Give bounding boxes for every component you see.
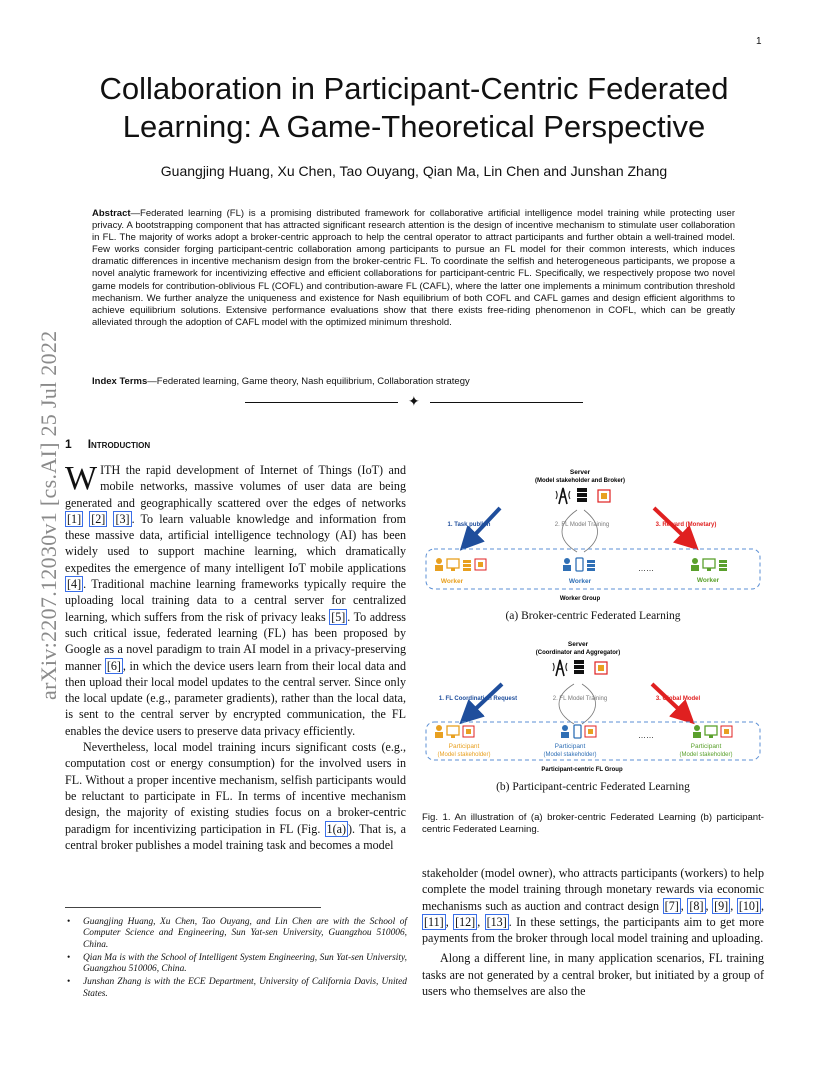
label-task-publish: 1. Task publish	[447, 522, 491, 528]
text-run: . Traditional machine learning frameworks typically require the uploading local training data to a central server for centralized learning, which suffers from the risk of privacy leaks	[65, 577, 406, 624]
footnote-item: • Qian Ma is with the School of Intelligent System Engineering, Sun Yat-sen University, Guangzhou 510006, China.	[65, 953, 407, 976]
author-list: Guangjing Huang, Xu Chen, Tao Ouyang, Qian Ma, Lin Chen and Junshan Zhang	[160, 163, 668, 179]
dots-a: ……	[638, 564, 654, 573]
text-run: , in which the device users learn from their local data and then upload their local model updates to the central server. Since only the local update (e.g., parameter gradients), rather than the local data, is sent to the central server by encrypted communication, the FL enables the device users to preserve data privacy efficiently.	[65, 658, 406, 738]
participant-mid-label: Participant	[554, 743, 586, 750]
figure-1	[422, 462, 764, 802]
footnote-item: • Guangjing Huang, Xu Chen, Tao Ouyang, and Lin Chen are with the School of Computer Science and Engineering, Sun Yat-sen University, Guangzhou 510006, China.	[65, 917, 407, 951]
participant-left-icons	[435, 725, 474, 738]
participant-left-sub: (Model stakeholder)	[437, 752, 491, 758]
label-reward: 3. Reward (Monetary)	[655, 522, 717, 528]
participant-right-icons	[693, 725, 732, 738]
left-column-body	[65, 462, 406, 853]
worker-group-label: Worker Group	[559, 596, 601, 602]
participant-mid-sub: (Model stakeholder)	[543, 752, 597, 758]
citation-link[interactable]: [2]	[91, 511, 106, 526]
abstract-text: —Federated learning (FL) is a promising distributed framework for collaborative artificial intelligence model training while protecting user privacy. A bootstrapping component that has attracted significant research attention is the design of incentive mechanism to stimulate user collaboration in FL. The majority of works adopt a broker-centric approach to help the central operator to attract participants and further obtain a well-trained model. Few works consider forging participant-centric collaboration among participants to pursue an FL model for their common interests, which induces dramatic differences in incentive mechanism design from the broker-centric FL. To coordinate the selfish and heterogeneous participants, we propose a novel analytic framework for incentivizing effective and efficient collaborations for participant-centric FL. Specifically, we respectively propose two novel game models for contribution-oblivious FL (COFL) and contribution-aware FL (CAFL), where the latter one implements a minimum contribution threshold mechanism. We further analyze the uniqueness and existence for Nash equilibrium of both COFL and CAFL games and design efficient algorithms to achieve equilibrium solutions. Extensive performance evaluations show that there exists free-riding phenomenon in COFL, which can be greatly alleviated through the adoption of CAFL model with the optimized minimum threshold.	[92, 208, 735, 328]
figure-ref-link[interactable]: 1(a)	[326, 821, 347, 836]
server-icon	[577, 488, 587, 502]
server-icon	[574, 660, 584, 674]
citation-link[interactable]: [4]	[67, 577, 82, 592]
label-global-model: 3. Global Model	[655, 696, 701, 702]
intro-paragraph-1	[65, 462, 406, 739]
section-heading	[65, 437, 150, 451]
text-run: ). That is, a central broker publishes a model training task and becomes a model	[65, 821, 406, 852]
text-run: . To address such critical issue, federated learning (FL) has been proposed by Google as a novel paradigm to train AI model in a privacy-preserving manner	[65, 609, 406, 673]
separator-left	[245, 402, 398, 403]
worker-left-label: Worker	[440, 578, 464, 585]
participant-right-label: Participant	[690, 743, 722, 750]
paper-title: Collaboration in Participant-Centric Federated Learning: A Game-Theoretical Perspective	[99, 71, 729, 144]
arxiv-stamp: arXiv:2207.12030v1 [cs.AI] 25 Jul 2022	[36, 330, 61, 700]
figure-caption: Fig. 1. An illustration of (a) broker-centric Federated Learning (b) participant-centric Federated Learning.	[422, 812, 764, 835]
section-number: 1	[65, 437, 72, 451]
worker-mid-icons	[563, 558, 595, 571]
citation-link[interactable]: [13]	[486, 914, 507, 929]
citation-link[interactable]: [10]	[738, 898, 759, 913]
text-run: stakeholder (model owner), who attracts participants (workers) to help complete the model training through monetary rewards via economic mechanisms such as auction and contract design	[422, 866, 764, 913]
separator-diamond-icon: ✦	[408, 395, 420, 410]
footnotes	[65, 917, 407, 1002]
text-run: the rapid development of Internet of Things (IoT) and mobile networks, massive volumes of user data are being generated and geographically scattered over the edges of networks	[65, 463, 406, 510]
server-title-a: Server	[569, 469, 591, 476]
citation-link[interactable]: [6]	[106, 658, 121, 673]
citation-link[interactable]: [5]	[331, 609, 346, 624]
text-run: Nevertheless, local model training incurs significant costs (e.g., computation cost or energy consumption) for the involved users in FL. Without a proper incentive mechanism, selfish participants would be reluctant to participate in FL. In terms of incentive mechanism design, the majority of existing studies focus on a broker-centric paradigm for incentivizing participation in FL (Fig.	[65, 740, 406, 836]
citation-link[interactable]: [12]	[455, 914, 476, 929]
citation-link[interactable]: [8]	[689, 898, 704, 913]
subfigure-caption-b: (b) Participant-centric Federated Learning	[496, 781, 690, 793]
tower-icon	[553, 660, 567, 676]
citation-link[interactable]: [3]	[115, 511, 130, 526]
index-terms-label: Index Terms	[92, 376, 148, 387]
training-loop	[559, 684, 596, 724]
participant-group-label: Participant-centric FL Group	[541, 767, 623, 773]
drop-cap: W	[65, 460, 98, 497]
participant-left-label: Participant	[448, 743, 480, 750]
label-coordination: 1. FL Coordination Request	[438, 696, 518, 702]
chip-icon	[598, 490, 610, 502]
worker-mid-label: Worker	[568, 578, 592, 585]
citation-link[interactable]: [9]	[714, 898, 729, 913]
tower-icon	[556, 488, 570, 504]
label-fl-training-b: 2. FL Model Training	[552, 696, 608, 702]
chip-icon	[595, 662, 607, 674]
citation-link[interactable]: [11]	[424, 914, 444, 929]
text-run: . To learn valuable knowledge and information from these massive data, artificial intelligence technology (AI) has been widely used to support machine learning, which dramatically expedites the emergence of many intelligent IoT mobile applications	[65, 511, 407, 575]
panel-b	[426, 641, 760, 773]
worker-left-icons	[435, 558, 486, 571]
index-terms-text: —Federated learning, Game theory, Nash equilibrium, Collaboration strategy	[147, 376, 470, 387]
lead-word: ITH	[100, 463, 121, 477]
footnote-rule	[65, 907, 321, 908]
label-fl-training-a: 2. FL Model Training	[554, 522, 610, 528]
index-terms	[92, 376, 735, 387]
citation-link[interactable]: [7]	[664, 898, 679, 913]
col2-paragraph-1: stakeholder (model owner), who attracts participants (workers) to help complete the model training through monetary rewards via economic mechanisms such as auction and contract design [7] , [8] , [9] , [10] , [11] , [12] , [13] . In these settings, the participants aim to get more payments from the broker through local model training and uploading.	[422, 866, 765, 946]
worker-right-icons	[691, 558, 727, 571]
worker-right-label: Worker	[696, 577, 720, 584]
right-column-body	[422, 865, 764, 999]
server-title-b: Server	[567, 641, 589, 648]
participant-mid-icons	[561, 725, 596, 738]
abstract-label: Abstract	[92, 208, 131, 219]
page-number: 1	[756, 36, 762, 47]
separator-right	[430, 402, 583, 403]
participant-right-sub: (Model stakeholder)	[679, 752, 733, 758]
col2-paragraph-2: Along a different line, in many application scenarios, FL training tasks are not generated by a central broker, but initiated by a group of users who themselves are also the	[422, 951, 764, 999]
training-loop	[562, 510, 598, 552]
footnote-item: • Junshan Zhang is with the ECE Department, University of California Davis, United States.	[65, 977, 407, 1000]
subfigure-caption-a: (a) Broker-centric Federated Learning	[505, 610, 681, 622]
section-title: Introduction	[87, 437, 151, 451]
citation-link[interactable]: [1]	[67, 511, 82, 526]
dots-b: ……	[638, 731, 654, 740]
text-run: . In these settings, the participants aim to get more payments from the broker through local model training and uploading.	[422, 914, 765, 946]
panel-a	[426, 469, 760, 602]
server-sub-b: (Coordinator and Aggregator)	[535, 650, 621, 656]
intro-paragraph-2	[65, 739, 406, 853]
abstract	[92, 208, 735, 329]
server-sub-a: (Model stakeholder and Broker)	[534, 478, 626, 484]
